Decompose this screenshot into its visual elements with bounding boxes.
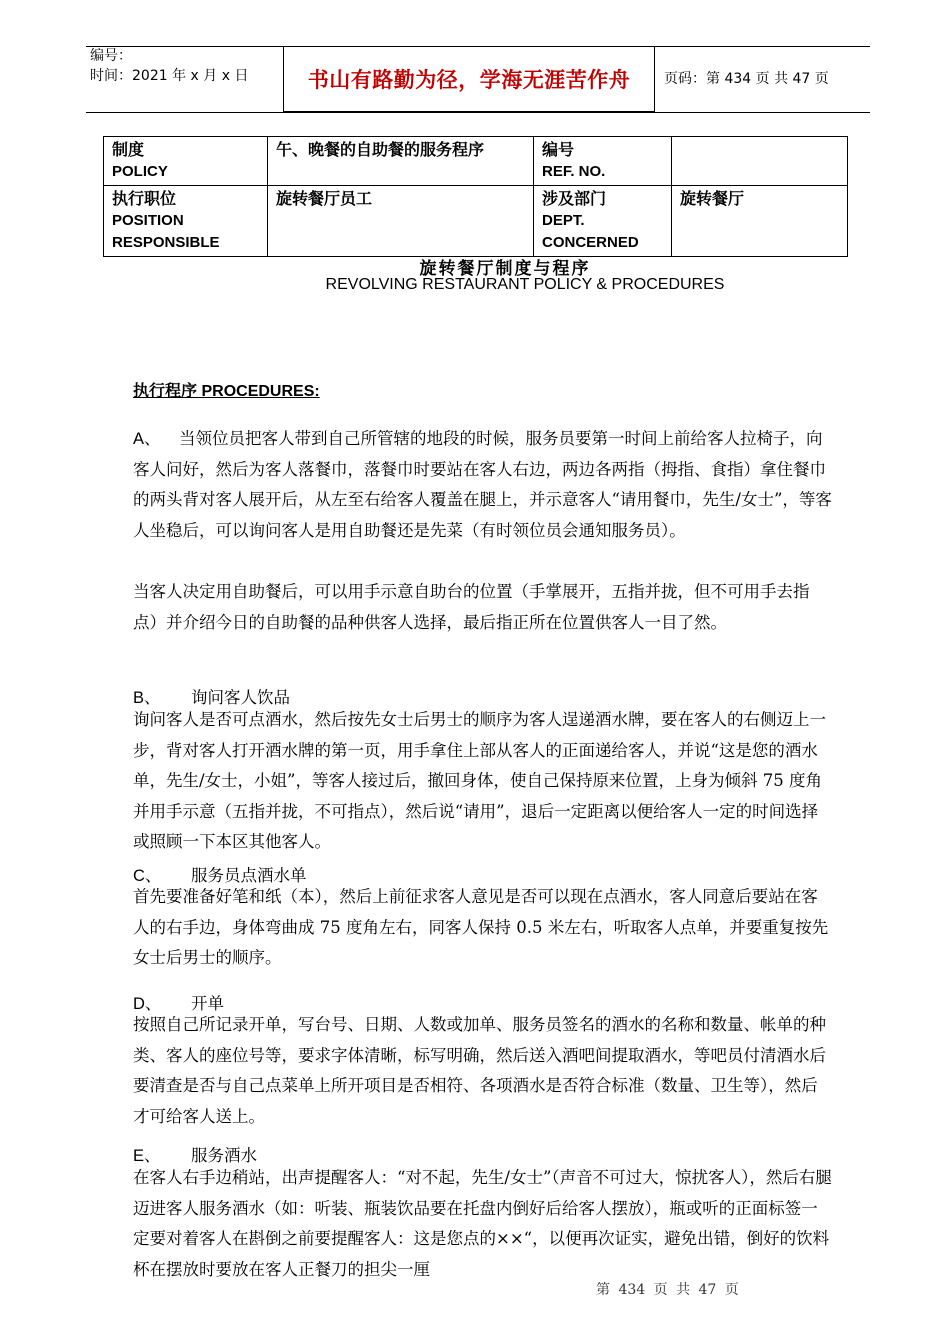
document-title-cn: 旋转餐厅制度与程序 xyxy=(419,259,591,279)
header-bottom-rule xyxy=(86,112,870,113)
section-d-heading: D、 开单 xyxy=(133,994,224,1013)
refno-label-cell: 编号 REF. NO. xyxy=(534,137,672,186)
section-a-text: 当领位员把客人带到自己所管辖的地段的时候，服务员要第一时间上前给客人拉椅子，向客人问好，然后为客人落餐巾，落餐巾时要站在客人右边，两边各两指（拇指、食指）拿住餐巾的两头背对客人展开后，从左至右给客人覆盖在腿上，并示意客人“请用餐巾，先生/女士”，等客人坐稳后，可以询问客人是用自助餐还是先菜（有时领位员会通知服务员）。 xyxy=(133,429,832,540)
section-b-heading: B、 询问客人饮品 xyxy=(133,688,290,707)
procedures-heading: 执行程序 PROCEDURES: xyxy=(133,381,320,400)
doc-time-label: 时间：2021 年 x 月 x 日 xyxy=(90,68,249,84)
document-title-en: REVOLVING RESTAURANT POLICY & PROCEDURES xyxy=(325,276,725,293)
section-c-heading: C、 服务员点酒水单 xyxy=(133,866,307,885)
section-b-text: 询问客人是否可点酒水，然后按先女士后男士的顺序为客人逞递酒水牌，要在客人的右侧迈上一步，背对客人打开酒水牌的第一页，用手拿住上部从客人的正面递给客人，并说“这是您的酒水单，先生/女士，小姐”，等客人接过后，撤回身体，使自己保持原来位置，上身为倾斜 75 度角并用手示意（五指并拢，不可指点），然后说“请用”，退后一定距离以便给客人一定的时间选择或照顾一下本区其他客人。 xyxy=(133,710,826,851)
refno-value-cell xyxy=(672,137,848,186)
position-value-cell: 旋转餐厅员工 xyxy=(268,186,534,257)
header-page-info: 页码：第 434 页 共 47 页 xyxy=(664,71,829,87)
table-row xyxy=(104,186,848,257)
page-footer: 第 434 页 共 47 页 xyxy=(596,1282,739,1298)
dept-value-cell: 旋转餐厅 xyxy=(672,186,848,257)
doc-number-label: 编号： xyxy=(90,48,132,64)
table-row xyxy=(104,137,848,186)
position-label-cell: 执行职位 POSITION RESPONSIBLE xyxy=(104,186,268,257)
header-motto: 书山有路勤为径，学海无涯苦作舟 xyxy=(283,46,655,112)
section-d-text: 按照自己所记录开单，写台号、日期、人数或加单、服务员签名的酒水的名称和数量、帐单的种类、客人的座位号等，要求字体清晰，标写明确，然后送入酒吧间提取酒水，等吧员付清酒水后要清查是否与自己点菜单上所开项目是否相符、各项酒水是否符合标准（数量、卫生等），然后才可给客人送上。 xyxy=(133,1015,826,1126)
policy-info-table xyxy=(103,136,848,257)
section-e-heading: E、 服务酒水 xyxy=(133,1146,257,1165)
policy-value-cell: 午、晚餐的自助餐的服务程序 xyxy=(268,137,534,186)
dept-label-cell: 涉及部门 DEPT. CONCERNED xyxy=(534,186,672,257)
header-meta xyxy=(90,46,248,86)
section-a-paragraph-2: 当客人决定用自助餐后，可以用手示意自助台的位置（手掌展开，五指并拢，但不可用手去指点）并介绍今日的自助餐的品种供客人选择，最后指正所在位置供客人一目了然。 xyxy=(133,582,810,632)
section-a-letter: A、 xyxy=(133,430,161,448)
section-e-text: 在客人右手边稍站，出声提醒客人：“对不起，先生/女士”（声音不可过大，惊扰客人），然后右腿迈进客人服务酒水（如：听装、瓶装饮品要在托盘内倒好后给客人摆放），瓶或听的正面标签一定要对着客人在斟倒之前要提醒客人：这是您点的××“，以便再次证实，避免出错，倒好的饮料杯在摆放时要放在客人正餐刀的担尖一厘 xyxy=(133,1168,832,1279)
policy-label-cell: 制度 POLICY xyxy=(104,137,268,186)
section-c-text: 首先要准备好笔和纸（本），然后上前征求客人意见是否可以现在点酒水，客人同意后要站在客人的右手边，身体弯曲成 75 度角左右，同客人保持 0.5 米左右，听取客人点单，并要重复按先女士后男士的顺序。 xyxy=(133,887,829,967)
section-a xyxy=(133,424,833,546)
